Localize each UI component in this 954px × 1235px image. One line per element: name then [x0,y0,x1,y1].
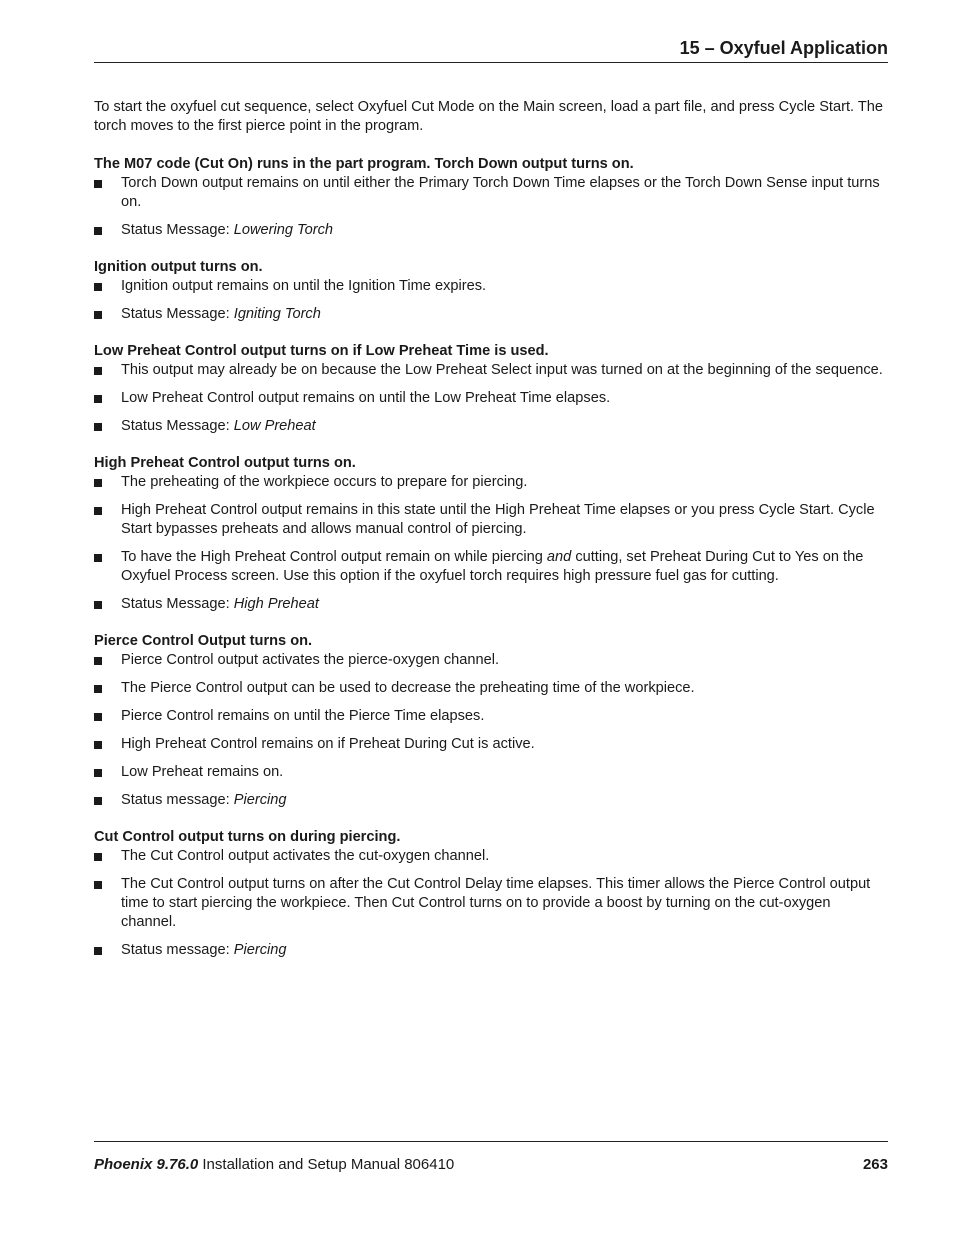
bullet-item [94,735,888,754]
bullet-text: Status Message: [121,596,234,612]
square-bullet-icon [94,479,102,487]
bullet-list [94,847,888,960]
page-footer [94,1156,888,1174]
section-heading: Cut Control output turns on during piercing. [94,829,401,845]
bullet-item [94,651,888,670]
square-bullet-icon [94,741,102,749]
bullet-item [94,763,888,782]
bullet-text: Status message: [121,792,234,808]
bullet-text: High Preheat Control output remains in this state until the High Preheat Time elapses or you press Cycle Start. Cycle Start bypasses preheats and allows manual control of piercing. [121,502,875,537]
bullet-item [94,791,888,810]
bullet-item [94,361,888,380]
square-bullet-icon [94,227,102,235]
bullet-item [94,389,888,408]
bullet-text: To have the High Preheat Control output remain on while piercing [121,549,547,565]
bullet-emphasis: Lowering Torch [233,222,334,238]
bullet-text: Pierce Control output activates the pierce-oxygen channel. [121,652,500,668]
square-bullet-icon [94,853,102,861]
bullet-item [94,595,888,614]
bullet-emphasis: Low Preheat [233,418,316,434]
bullet-emphasis: Piercing [233,792,287,808]
bullet-emphasis: and [546,549,572,565]
bullet-item [94,847,888,866]
square-bullet-icon [94,881,102,889]
bullet-emphasis: Igniting Torch [233,306,321,322]
section-heading: Pierce Control Output turns on. [94,633,313,649]
intro-paragraph: To start the oxyfuel cut sequence, select Oxyfuel Cut Mode on the Main screen, load a part file, and press Cycle Start. The torch moves to the first pierce point in the program. [94,99,884,134]
bullet-text: High Preheat Control remains on if Preheat During Cut is active. [121,736,535,752]
bullet-item [94,221,888,240]
square-bullet-icon [94,367,102,375]
bullet-item [94,501,888,539]
bullet-item [94,707,888,726]
bullet-text: This output may already be on because the Low Preheat Select input was turned on at the beginning of the sequence. [121,362,883,378]
bullet-text: Status Message: [121,306,234,322]
bullet-list [94,174,888,240]
page-header [94,37,888,59]
bullet-item [94,473,888,492]
bullet-list [94,651,888,810]
bullet-text: Status message: [121,942,234,958]
bullet-item [94,875,888,932]
square-bullet-icon [94,601,102,609]
section-heading: The M07 code (Cut On) runs in the part program. Torch Down output turns on. [94,156,634,172]
bullet-text: Status Message: [121,222,234,238]
bullet-text: The Pierce Control output can be used to decrease the preheating time of the workpiece. [121,680,695,696]
bullet-text: The Cut Control output activates the cut-oxygen channel. [121,848,490,864]
square-bullet-icon [94,685,102,693]
square-bullet-icon [94,657,102,665]
bullet-item [94,417,888,436]
square-bullet-icon [94,395,102,403]
square-bullet-icon [94,283,102,291]
bullet-item [94,277,888,296]
bullet-item [94,305,888,324]
page-number: 263 [862,1156,888,1173]
section-heading: High Preheat Control output turns on. [94,455,356,471]
bullet-text: Low Preheat Control output remains on until the Low Preheat Time elapses. [121,390,611,406]
bullet-text: The preheating of the workpiece occurs to prepare for piercing. [121,474,528,490]
bullet-text: Pierce Control remains on until the Pierce Time elapses. [121,708,485,724]
bullet-emphasis: Piercing [233,942,287,958]
bullet-text: The Cut Control output turns on after the Cut Control Delay time elapses. This timer allows the Pierce Control output time to start piercing the workpiece. Then Cut Control turns on to provide a boost by turning on the cut-oxygen channel. [121,876,871,930]
bullet-text-continued: cutting, set Preheat During Cut to Yes on the Oxyfuel Process screen. Use this option if the oxyfuel torch requires high pressure fuel gas for cutting. [121,549,864,584]
footer-rule [94,1141,888,1142]
bullet-item [94,941,888,960]
bullet-list [94,277,888,324]
square-bullet-icon [94,769,102,777]
chapter-title: 15 – Oxyfuel Application [679,38,888,58]
square-bullet-icon [94,311,102,319]
bullet-item [94,548,888,586]
header-rule [94,62,888,63]
square-bullet-icon [94,507,102,515]
section-heading: Ignition output turns on. [94,259,263,275]
bullet-text: Torch Down output remains on until either the Primary Torch Down Time elapses or the Torch Down Sense input turns on. [121,175,880,210]
bullet-text: Low Preheat remains on. [121,764,284,780]
section-heading: Low Preheat Control output turns on if Low Preheat Time is used. [94,343,549,359]
document-body [94,98,888,978]
bullet-emphasis: High Preheat [233,596,319,612]
square-bullet-icon [94,554,102,562]
bullet-text: Status Message: [121,418,234,434]
square-bullet-icon [94,713,102,721]
square-bullet-icon [94,947,102,955]
part-number: 806410 [404,1156,455,1173]
square-bullet-icon [94,423,102,431]
bullet-item [94,174,888,212]
bullet-text: Ignition output remains on until the Ignition Time expires. [121,278,487,294]
square-bullet-icon [94,180,102,188]
bullet-list [94,473,888,614]
product-name: Phoenix 9.76.0 [94,1156,199,1173]
manual-title: Installation and Setup Manual [202,1156,401,1173]
square-bullet-icon [94,797,102,805]
bullet-item [94,679,888,698]
bullet-list [94,361,888,436]
